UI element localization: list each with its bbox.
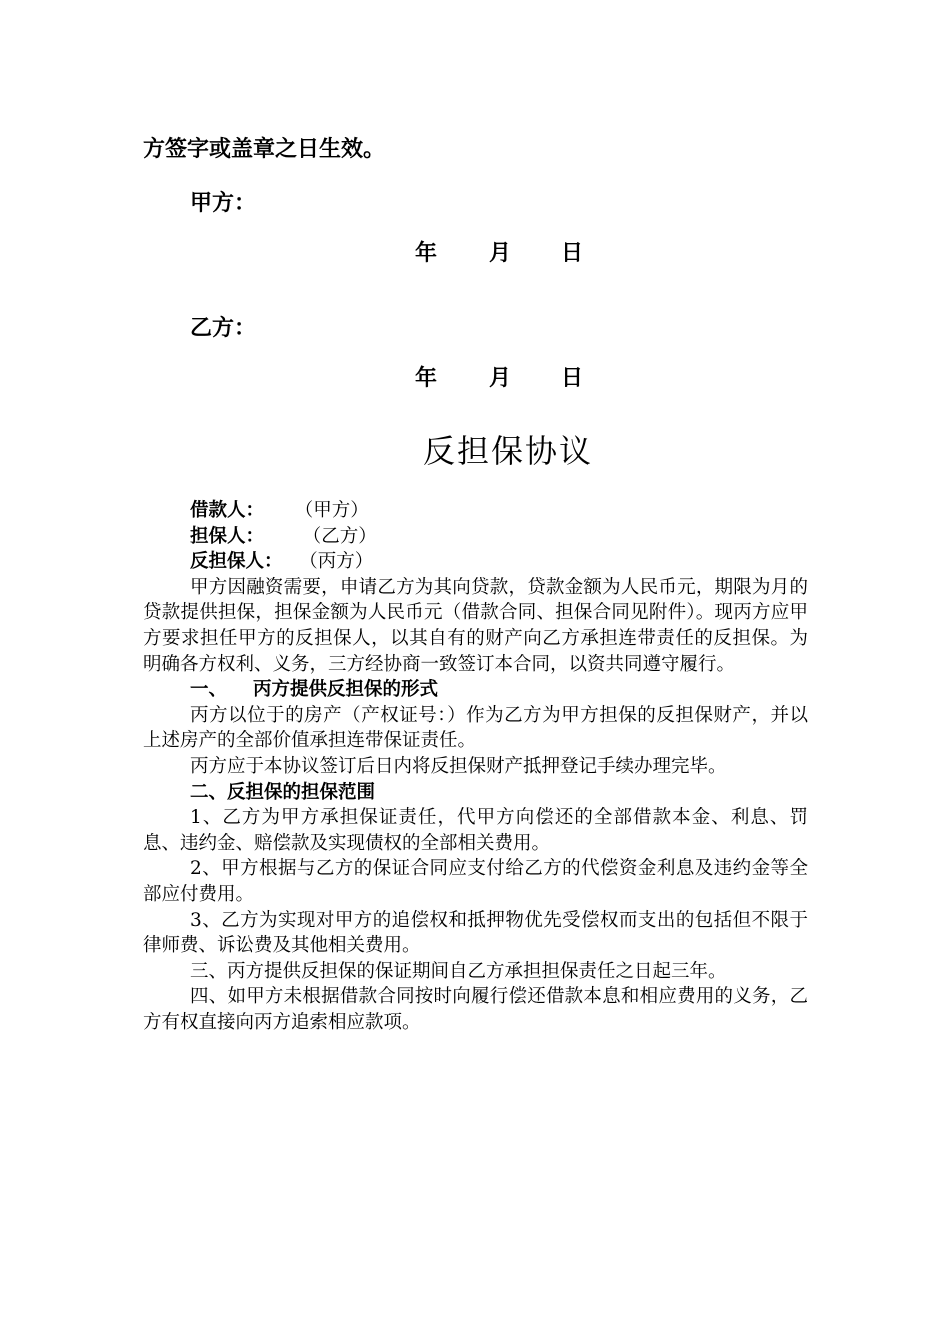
date-year-label: 年 <box>415 366 438 391</box>
party-b-date-line <box>415 361 583 392</box>
date-year-label: 年 <box>415 241 438 266</box>
date-day-label: 日 <box>561 241 584 266</box>
date-month-label: 月 <box>489 366 512 391</box>
section-1-heading <box>143 677 808 703</box>
party-a-date-line <box>415 236 583 267</box>
date-month-label: 月 <box>489 241 512 266</box>
section-1-paragraph-1: 丙方以位于的房产（产权证号：）作为乙方为甲方担保的反担保财产，并以上述房产的全部价值承担连带保证责任。 <box>143 704 808 752</box>
agreement-title: 反担保协议 <box>422 432 593 470</box>
section-2-item-3: 3、乙方为实现对甲方的追偿权和抵押物优先受偿权而支出的包括但不限于律师费、诉讼费及其他相关费用。 <box>143 909 808 957</box>
section-2-heading: 二、反担保的担保范围 <box>190 781 376 803</box>
party-b-label: 乙方： <box>190 316 257 341</box>
signature-continuation: 方签字或盖章之日生效。 <box>143 137 386 162</box>
section-2-item-1: 1、乙方为甲方承担保证责任，代甲方向偿还的全部借款本金、利息、罚息、违约金、赔偿款及实现债权的全部相关费用。 <box>143 807 808 854</box>
guarantor-line <box>143 524 808 550</box>
guarantor-value: （乙方） <box>312 525 377 547</box>
counter-guarantor-label: 反担保人： <box>190 551 283 573</box>
section-3-paragraph: 三、丙方提供反担保的保证期间自乙方承担担保责任之日起三年。 <box>190 960 727 982</box>
guarantor-label: 担保人： <box>190 525 265 547</box>
date-day-label: 日 <box>561 366 584 391</box>
intro-paragraph: 甲方因融资需要，申请乙方为其向贷款，贷款金额为人民币元，期限为月的贷款提供担保，担保金额为人民币元（借款合同、担保合同见附件）。现丙方应甲方要求担任甲方的反担保人，以其自有的财产向乙方承担连带责任的反担保。为明确各方权利、义务，三方经协商一致签订本合同，以资共同遵守履行。 <box>143 576 808 675</box>
borrower-value: （甲方） <box>304 500 369 521</box>
section-1-number: 一、 <box>190 679 228 701</box>
counter-guarantor-value: （丙方） <box>308 551 374 573</box>
section-2-item-2: 2、甲方根据与乙方的保证合同应支付给乙方的代偿资金利息及违约金等全部应付费用。 <box>143 858 808 905</box>
counter-guarantor-line <box>143 549 808 575</box>
borrower-label: 借款人： <box>190 500 265 521</box>
party-a-label: 甲方： <box>190 191 257 216</box>
agreement-body <box>143 498 808 1035</box>
borrower-line <box>143 498 808 524</box>
section-4-paragraph: 四、如甲方未根据借款合同按时向履行偿还借款本息和相应费用的义务，乙方有权直接向丙方追索相应款项。 <box>143 986 808 1033</box>
section-1-title: 丙方提供反担保的形式 <box>253 679 439 701</box>
section-1-paragraph-2: 丙方应于本协议签订后日内将反担保财产抵押登记手续办理完毕。 <box>190 755 727 777</box>
